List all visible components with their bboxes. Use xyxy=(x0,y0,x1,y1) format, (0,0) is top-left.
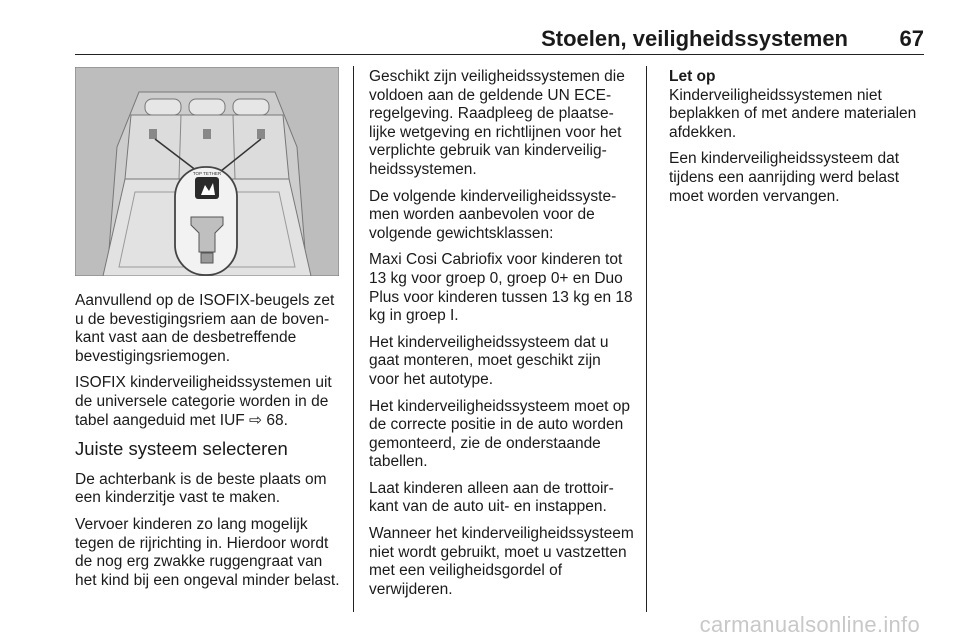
note-heading: Let op xyxy=(669,68,716,85)
column-right xyxy=(669,68,929,214)
paragraph: Het kinderveiligheidssysteem moet op de correcte positie in de auto worden gemonteerd, zie de onderstaande tabellen. xyxy=(369,397,631,471)
paragraph: Aanvullend op de ISOFIX-beugels zet u de bevestigingsriem aan de bovenkant vast aan de desbetreffende bevestigingsriemogen. xyxy=(75,292,335,365)
isofix-top-tether-illustration xyxy=(75,67,339,276)
section-title: Stoelen, veiligheidssystemen xyxy=(541,26,848,51)
paragraph: De achterbank is de beste plaats om een kinderzitje vast te maken. xyxy=(75,470,327,507)
column-left xyxy=(75,292,341,598)
header-divider xyxy=(75,54,924,55)
note-box xyxy=(669,68,929,206)
paragraph: Laat kinderen alleen aan de trottoirkant van de auto uit- en instappen. xyxy=(369,479,614,516)
paragraph: Het kinderveiligheidssysteem dat u gaat monteren, moet geschikt zijn voor het autotype. xyxy=(369,333,609,388)
watermark-url: carmanualsonline.info xyxy=(699,612,920,637)
top-tether-badge-label: TOP TETHER xyxy=(192,171,222,176)
column-middle xyxy=(369,68,635,607)
paragraph: Vervoer kinderen zo lang mogelijk tegen de rijrichting in. Hierdoor wordt de nog erg zwakke ruggengraat van het kind bij een ongeval minder belast. xyxy=(75,515,340,589)
column-divider xyxy=(353,66,354,612)
paragraph: Wanneer het kinderveiligheidssysteem niet wordt gebruikt, moet u vastzetten met een veiligheidsgordel of verwijderen. xyxy=(369,525,634,598)
column-divider xyxy=(646,66,647,612)
page-number: 67 xyxy=(899,26,924,51)
trunk-illustration-svg xyxy=(75,67,339,276)
paragraph: Geschikt zijn veiligheidssystemen die voldoen aan de geldende UN ECE-regelgeving. Raadpleeg de plaatselijke wetgeving en richtlijnen voor het verplichte gebruik van kinderveiligheidssystemen. xyxy=(369,68,625,178)
note-paragraph: Een kinderveiligheidssysteem dat tijdens een aanrijding werd belast moet worden vervangen. xyxy=(669,150,900,205)
note-paragraph: Kinderveiligheidssystemen niet beplakken of met andere materialen afdekken. xyxy=(669,86,917,141)
paragraph: Maxi Cosi Cabriofix voor kinderen tot 13 kg voor groep 0, groep 0+ en Duo Plus voor kinderen tussen 13 kg en 18 kg in groep I. xyxy=(369,251,633,325)
page-header xyxy=(0,26,960,56)
section-heading: Juiste systeem selecteren xyxy=(75,438,288,460)
paragraph: De volgende kinderveiligheidssystemen worden aanbevolen voor de volgende gewichtsklassen: xyxy=(369,187,617,242)
paragraph: ISOFIX kinderveiligheidssystemen uit de universele categorie worden in de tabel aangeduid met IUF ⇨ 68. xyxy=(75,374,332,429)
